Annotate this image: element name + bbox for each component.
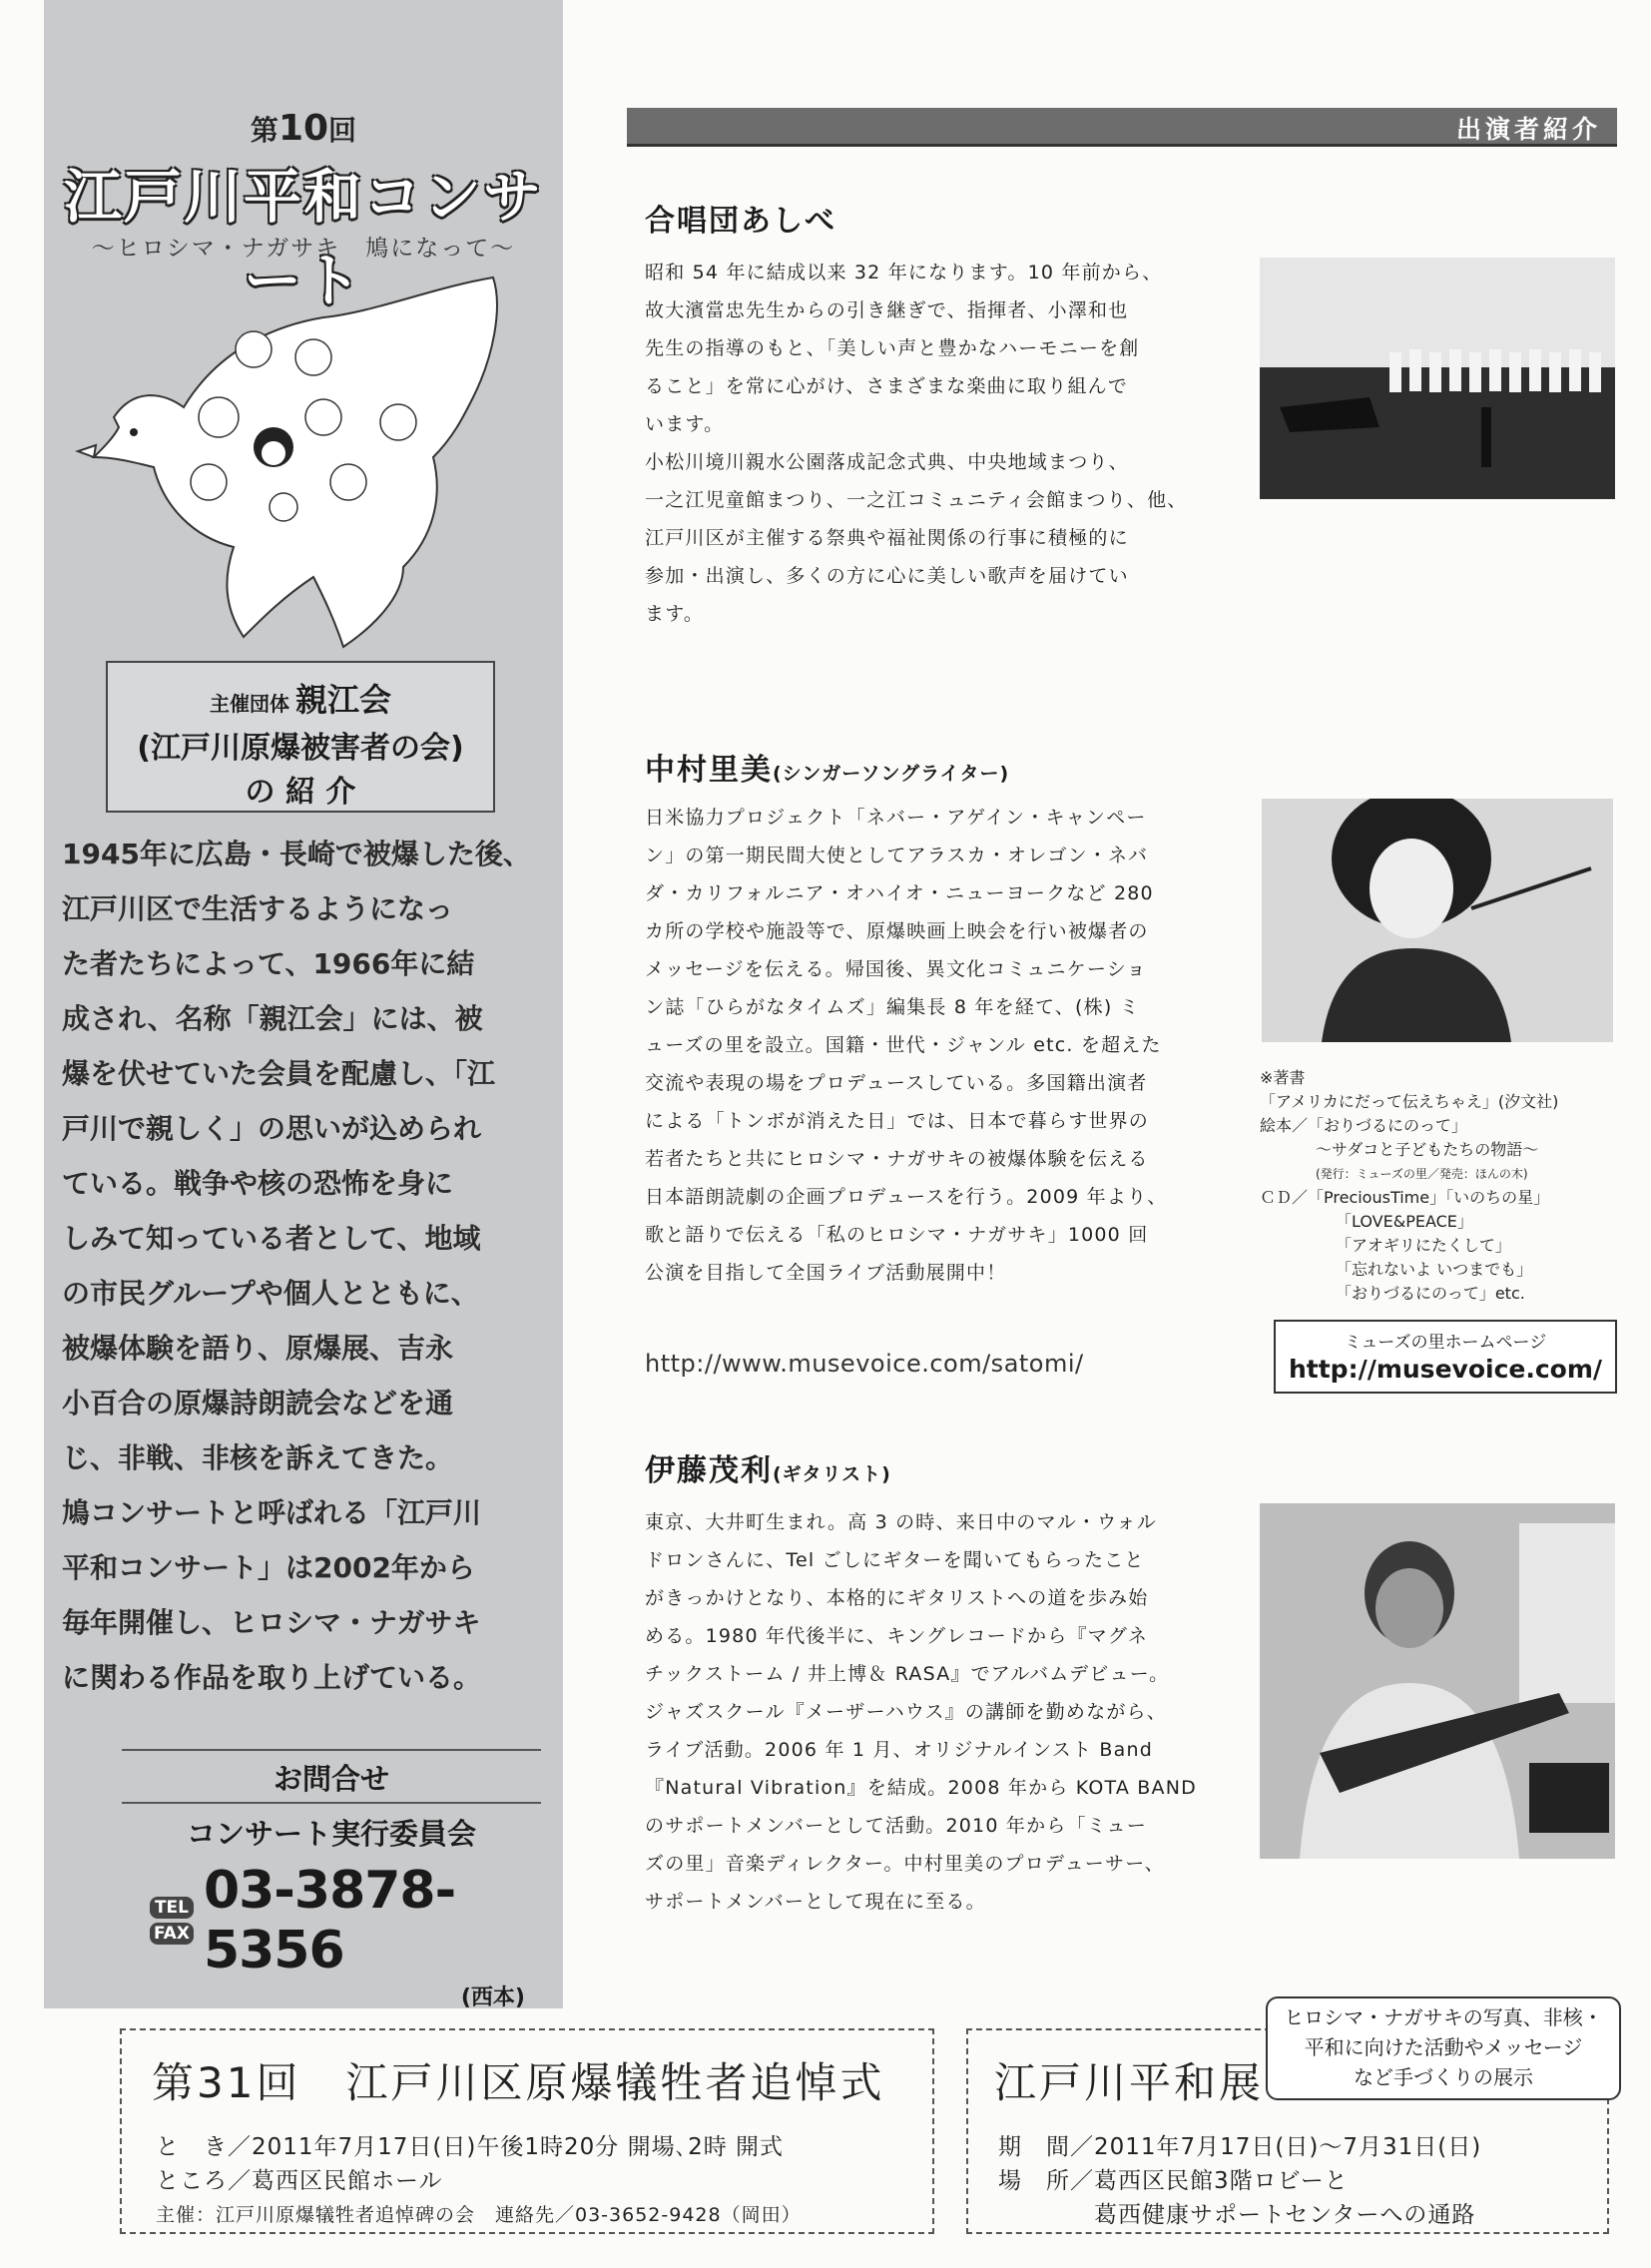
bio-line: 東京、大井町生まれ。高 3 の時、来日中のマル・ウォル — [645, 1511, 1157, 1533]
bio-line: める。1980 年代後半に、キングレコードから『マグネ — [645, 1625, 1149, 1647]
works-line: 「アメリカにだって伝えちゃえ」(汐文社) — [1260, 1092, 1559, 1111]
works-line: (発行：ミューズの里／発売：ほんの木) — [1316, 1167, 1528, 1181]
guitarist-photo — [1260, 1503, 1615, 1859]
concert-number-prefix: 第 — [250, 114, 278, 147]
organizer-text-line: ている。戦争や核の恐怖を身に — [62, 1167, 454, 1200]
dove-illustration-icon — [74, 268, 533, 657]
organizer-text-line: 爆を伏せていた会員を配慮し、「江 — [62, 1057, 496, 1090]
bio-line: ジャズスクール『メーザーハウス』の講師を勤めながら、 — [645, 1701, 1167, 1723]
works-list — [1260, 1066, 1629, 1306]
works-line: 〜サダコと子どもたちの物語〜 — [1316, 1140, 1539, 1159]
exhibition-title: 江戸川平和展 — [994, 2058, 1265, 2107]
callout-line: 平和に向けた活動やメッセージ — [1304, 2035, 1583, 2059]
memorial-date: と き／2011年7月17日(日)午後1時20分 開場､2時 開式 — [156, 2134, 785, 2160]
memorial-venue: ところ／葛西区民館ホール — [156, 2168, 443, 2194]
bio-line: カ所の学校や施設等で、原爆映画上映会を行い被爆者の — [645, 920, 1149, 942]
memorial-title: 第31回 江戸川区原爆犠牲者追悼式 — [152, 2058, 885, 2107]
contact-top-rule — [122, 1749, 541, 1751]
memorial-event-box — [120, 2028, 934, 2234]
section-header-label: 出演者紹介 — [1455, 115, 1601, 144]
bio-line: による「トンボが消えた日」では、日本で暮らす世界の — [645, 1110, 1150, 1132]
memorial-organizer: 主催：江戸川原爆犠牲者追悼碑の会 連絡先／03-3652-9428（岡田） — [156, 2204, 802, 2226]
performer-3-name: 伊藤茂利 — [645, 1453, 773, 1488]
organizer-description — [62, 827, 551, 1705]
performer-2-name: 中村里美 — [645, 753, 773, 788]
performer-2-role: (シンガーソングライター) — [773, 763, 1010, 785]
exhibition-venue: 場 所／葛西区民館3階ロビーと — [998, 2168, 1349, 2194]
bio-line: 先生の指導のもと、「美しい声と豊かなハーモニーを創 — [645, 337, 1140, 359]
works-line: 絵本／「おりづるにのって」 — [1260, 1116, 1467, 1135]
fax-label: FAX — [150, 1923, 194, 1945]
bio-line: ズの里」音楽ディレクター。中村里美のプロデューサー、 — [645, 1853, 1165, 1875]
organizer-text-line: 平和コンサート」は2002年から — [62, 1551, 475, 1584]
homepage-label: ミューズの里ホームページ — [1344, 1333, 1547, 1353]
performer-3-role: (ギタリスト) — [773, 1463, 891, 1485]
bio-line: 交流や表現の場をプロデュースしている。多国籍出演者 — [645, 1072, 1148, 1094]
bio-line: 江戸川区が主催する祭典や福祉関係の行事に積極的に — [645, 527, 1129, 549]
bio-line: ること」を常に心がけ、さまざまな楽曲に取り組んで — [645, 375, 1129, 397]
organizer-intro: の 紹 介 — [245, 775, 356, 810]
organizer-text-line: 戸川で親しく」の思いが込められ — [62, 1112, 482, 1145]
section-header — [627, 108, 1617, 147]
contact-phone — [122, 1861, 541, 1981]
bio-line: ューズの里を設立。国籍・世代・ジャンル etc. を超えた — [645, 1034, 1162, 1056]
works-heading: ※著書 — [1260, 1068, 1306, 1087]
organizer-text-line: に関わる作品を取り上げている。 — [62, 1661, 482, 1694]
contact-org: コンサート実行委員会 — [186, 1817, 476, 1851]
organizer-text-line: の市民グループや個人とともに、 — [62, 1277, 479, 1310]
bio-line: 歌と語りで伝える「私のヒロシマ・ナガサキ」1000 回 — [645, 1224, 1149, 1246]
bio-line: がきっかけとなり、本格的にギタリストへの道を歩み始 — [645, 1587, 1149, 1609]
bio-line: ン誌「ひらがなタイムズ」編集長 8 年を経て、(株) ミ — [645, 996, 1140, 1018]
works-line: 「アオギリにたくして」 — [1336, 1236, 1511, 1255]
bio-line: 若者たちと共にヒロシマ・ナガサキの被爆体験を伝える — [645, 1148, 1149, 1170]
exhibition-period: 期 間／2011年7月17日(日)〜7月31日(日) — [998, 2134, 1482, 2160]
contact-title: お問合せ — [273, 1762, 389, 1796]
performer-2-bio — [645, 799, 1234, 1292]
performer-name — [645, 196, 836, 240]
organizer-text-line: た者たちによって、1966年に結 — [62, 947, 475, 980]
works-line: 「おりづるにのって」etc. — [1336, 1284, 1525, 1303]
bio-line: います。 — [645, 413, 725, 435]
concert-number-value: 10 — [277, 108, 329, 149]
exhibition-callout — [1266, 1996, 1621, 2100]
organizer-text-line: 成され、名称「親江会」には、被 — [62, 1002, 483, 1035]
bio-line: ライブ活動。2006 年 1 月、オリジナルインスト Band — [645, 1739, 1153, 1761]
performer-1-bio — [645, 254, 1234, 633]
organizer-text-line: 江戸川区で生活するようになっ — [62, 892, 454, 925]
concert-subtitle: 〜ヒロシマ・ナガサキ 鳩になって〜 — [91, 236, 516, 262]
organizer-box — [106, 661, 495, 813]
organizer-text-line: じ、非戦、非核を訴えてきた。 — [62, 1441, 454, 1474]
organizer-text-line: 1945年に広島・長崎で被爆した後、 — [62, 838, 531, 870]
contact-box — [122, 1749, 541, 2010]
performer-name — [645, 1445, 891, 1489]
organizer-text-line: しみて知っている者として、地域 — [62, 1222, 481, 1255]
bio-line: 『Natural Vibration』を結成。2008 年から KOTA BAND — [645, 1777, 1197, 1799]
bio-line: チックストーム / 井上博＆ RASA』でアルバムデビュー。 — [645, 1663, 1170, 1685]
choir-photo — [1260, 258, 1615, 499]
callout-line: など手づくりの展示 — [1354, 2065, 1533, 2089]
organizer-column — [44, 0, 563, 2008]
bio-line: ダ・カリフォルニア・オハイオ・ニューヨークなど 280 — [645, 882, 1154, 904]
performer-1-name: 合唱団あしべ — [645, 204, 836, 239]
exhibition-venue-2: 葛西健康サポートセンターへの通路 — [1094, 2202, 1476, 2228]
phone-number: 03-3878-5356 — [203, 1861, 456, 1981]
homepage-url[interactable]: http://musevoice.com/ — [1288, 1355, 1603, 1384]
bio-line: ン」の第一期民間大使としてアラスカ・オレゴン・ネバ — [645, 845, 1149, 866]
bio-line: 参加・出演し、多くの方に心に美しい歌声を届けてい — [645, 565, 1129, 587]
bio-line: ます。 — [645, 603, 705, 625]
bio-line: 一之江児童館まつり、一之江コミュニティ会館まつり、他、 — [645, 489, 1188, 511]
organizer-text-line: 鳩コンサートと呼ばれる「江戸川 — [62, 1496, 482, 1529]
works-line: ＣＤ／「PreciousTime」「いのちの星」 — [1260, 1188, 1550, 1207]
organizer-name: 親江会 — [294, 681, 391, 719]
concert-number-suffix: 回 — [328, 114, 357, 147]
concert-number — [44, 108, 563, 149]
bio-line: 日米協力プロジェクト「ネバー・アゲイン・キャンペー — [645, 807, 1147, 829]
performer-3-bio — [645, 1503, 1234, 1921]
callout-line: ヒロシマ・ナガサキの写真、非核・ — [1284, 2005, 1603, 2029]
contact-person: (西本) — [460, 1985, 525, 2010]
organizer-label: 主催団体 — [209, 692, 289, 716]
singer-photo — [1262, 799, 1613, 1042]
organizer-text-line: 毎年開催し、ヒロシマ・ナガサキ — [62, 1606, 481, 1639]
bio-line: メッセージを伝える。帰国後、異文化コミュニケーショ — [645, 958, 1147, 980]
bio-line: 公演を目指して全国ライブ活動展開中！ — [645, 1262, 1007, 1284]
bio-line: 日本語朗読劇の企画プロデュースを行う。2009 年より、 — [645, 1186, 1168, 1208]
bio-line: 故大濱當忠先生からの引き継ぎで、指揮者、小澤和也 — [645, 299, 1129, 321]
organizer-text-line: 被爆体験を語り、原爆展、吉永 — [62, 1332, 454, 1365]
homepage-box[interactable] — [1274, 1320, 1617, 1394]
bio-line: 昭和 54 年に結成以来 32 年になります。10 年前から、 — [645, 262, 1163, 284]
bio-line: 小松川境川親水公園落成記念式典、中央地域まつり、 — [645, 451, 1129, 473]
organizer-text-line: 小百合の原爆詩朗読会などを通 — [62, 1387, 454, 1419]
performer-2-url[interactable]: http://www.musevoice.com/satomi/ — [645, 1350, 1084, 1378]
tel-label: TEL — [150, 1897, 194, 1919]
bio-line: ドロンさんに、Tel ごしにギターを聞いてもらったこと — [645, 1549, 1145, 1571]
works-line: 「LOVE&PEACE」 — [1336, 1212, 1473, 1231]
bio-line: のサポートメンバーとして活動。2010 年から「ミュー — [645, 1815, 1147, 1837]
performer-name — [645, 745, 1009, 789]
telfax-badge — [150, 1895, 194, 1947]
bio-line: サポートメンバーとして現在に至る。 — [645, 1891, 986, 1913]
contact-mid-rule — [122, 1802, 541, 1804]
concert-title: 江戸川平和コンサート — [63, 163, 543, 314]
works-line: 「忘れないよ いつまでも」 — [1336, 1260, 1533, 1279]
organizer-full-name: (江戸川原爆被害者の会) — [137, 731, 464, 766]
